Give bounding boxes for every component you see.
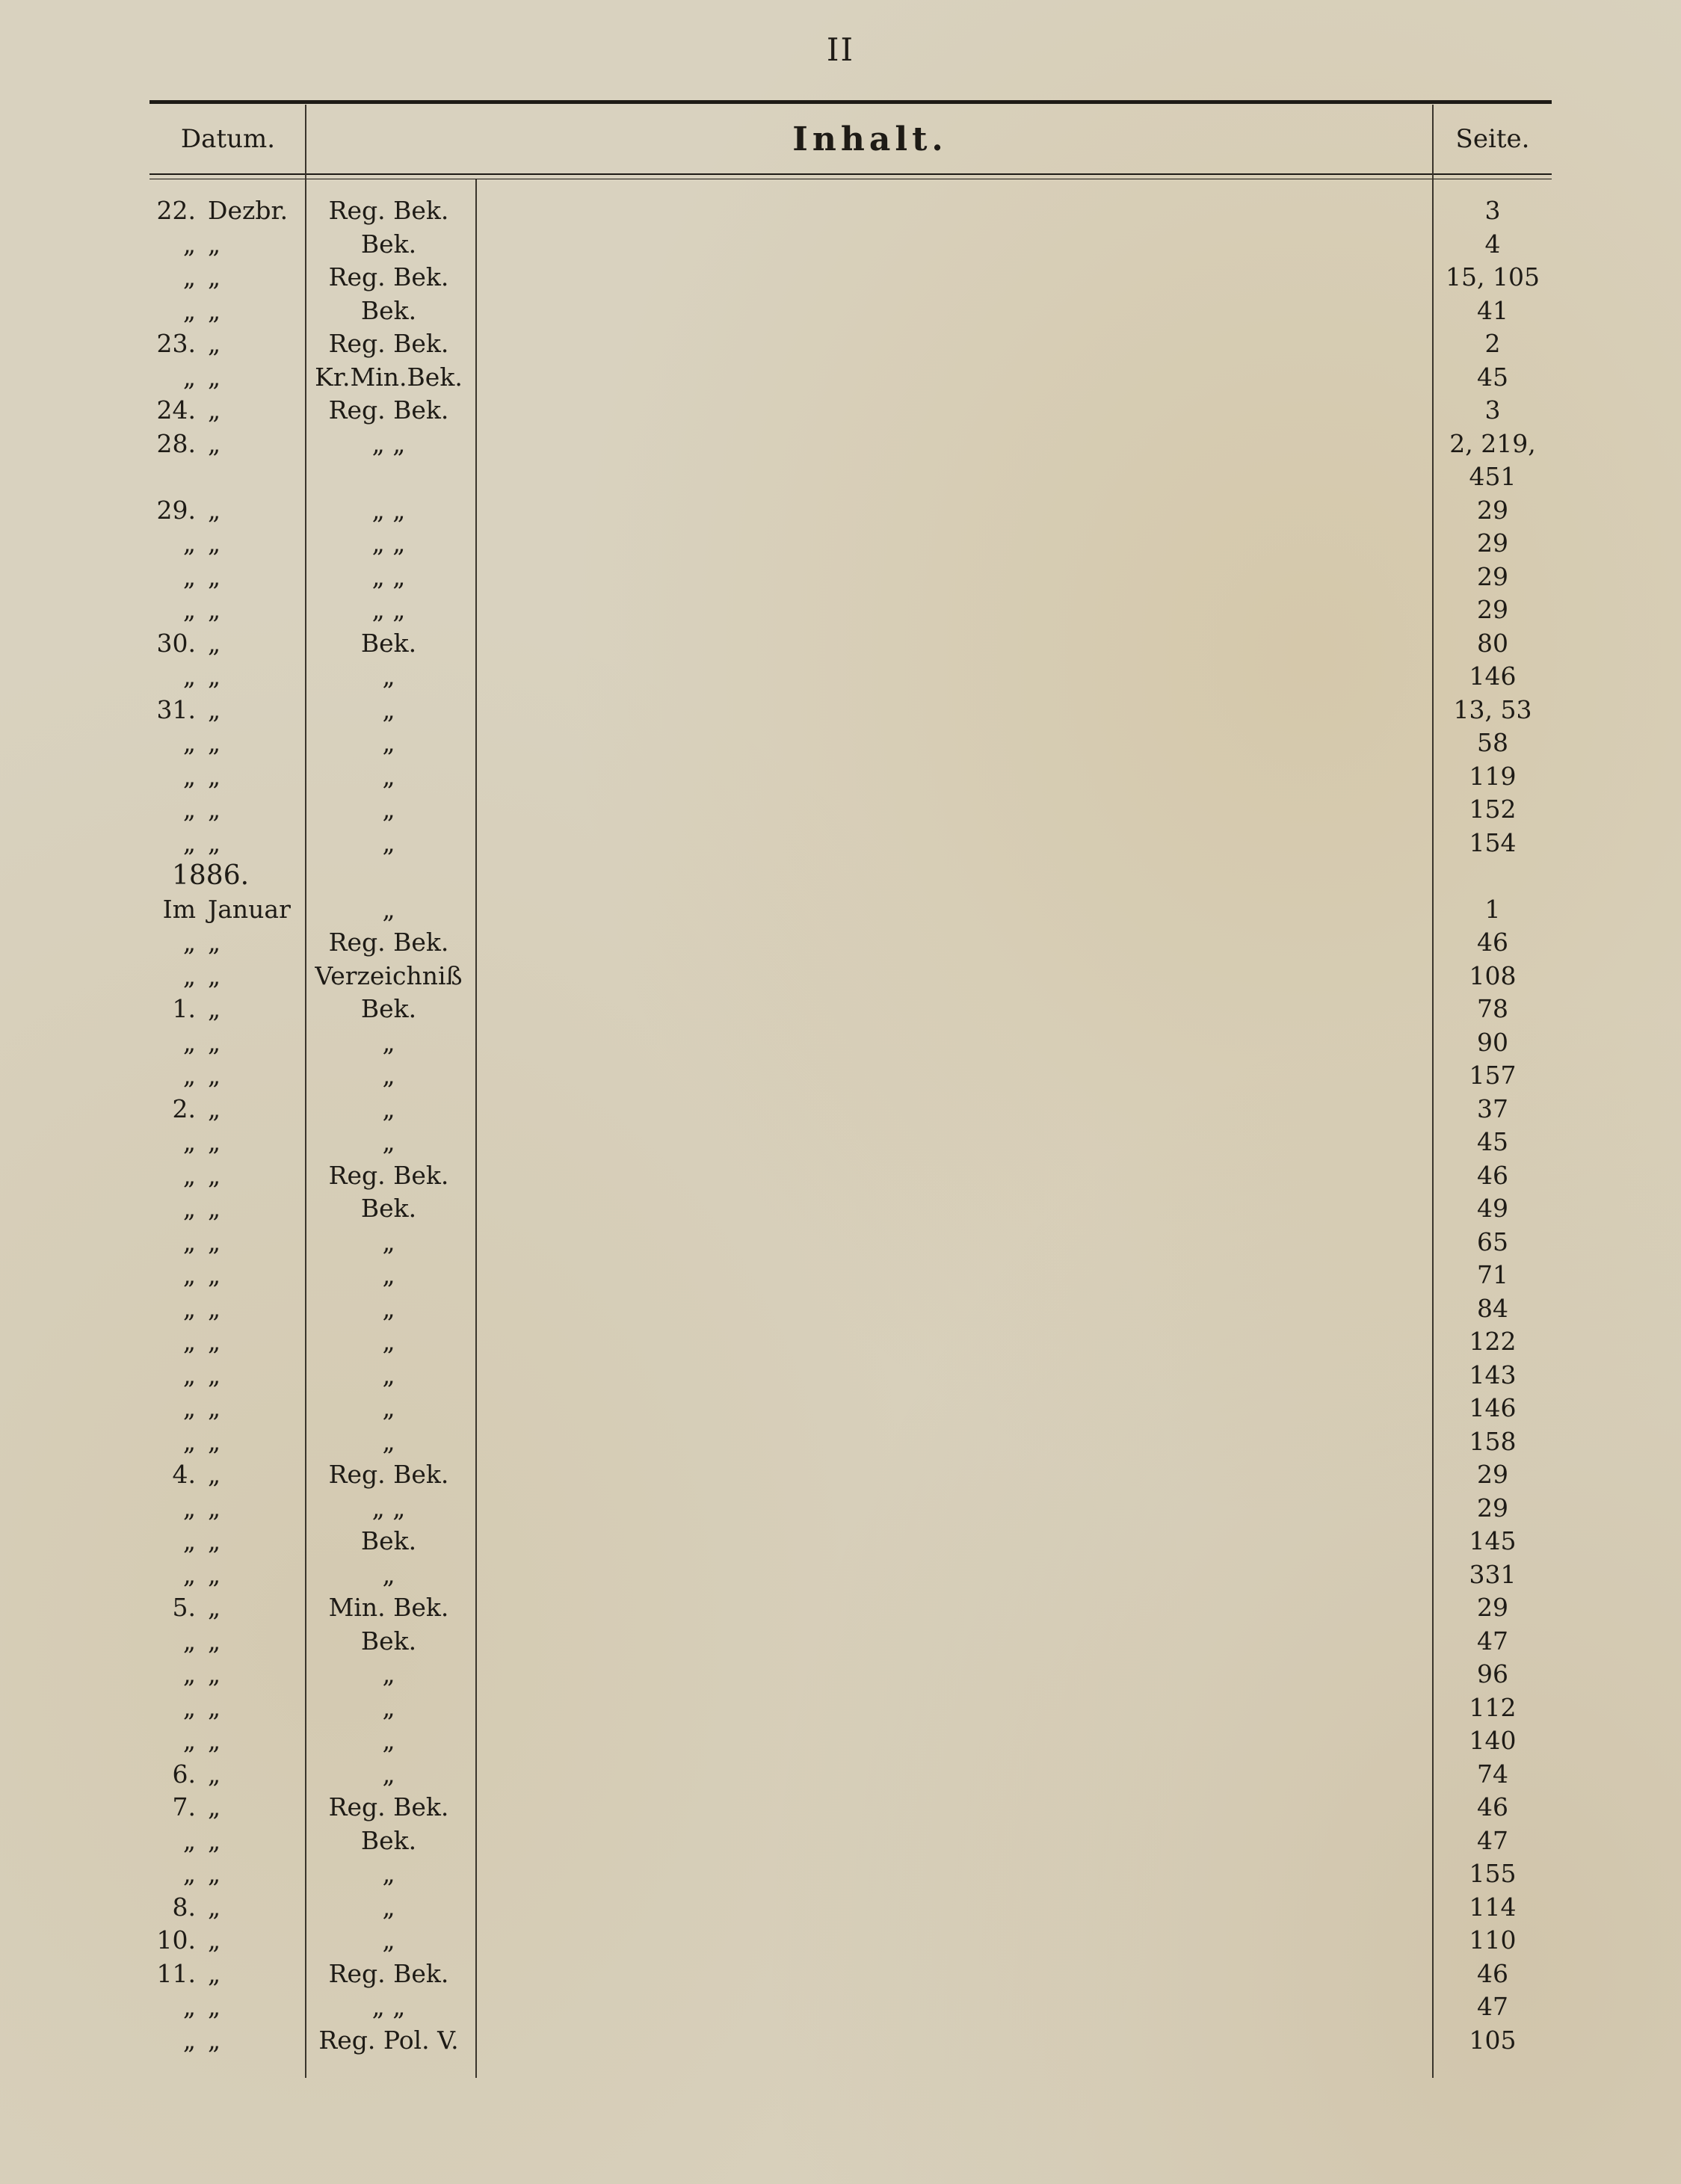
row-page: 71 — [1477, 1260, 1508, 1289]
table-row — [149, 827, 1552, 860]
table-row — [149, 793, 1552, 827]
date-day: „ — [182, 928, 196, 957]
row-source: „ — [382, 1393, 395, 1422]
row-page: 4 — [1484, 229, 1501, 259]
row-source: „ — [382, 1892, 395, 1922]
row-source: „ — [382, 1559, 395, 1589]
table-row — [149, 428, 1552, 461]
date-month: „ — [208, 1194, 221, 1223]
table-row — [149, 1658, 1552, 1691]
row-source: „ — [382, 1327, 395, 1356]
date-month: „ — [208, 229, 221, 259]
row-source: Reg. Bek. — [328, 395, 449, 425]
table-row — [149, 1891, 1552, 1925]
table-row — [149, 1325, 1552, 1359]
date-day: „ — [182, 761, 196, 791]
date-month: „ — [208, 1626, 221, 1656]
date-month: „ — [208, 1958, 221, 1988]
row-page: 47 — [1477, 1626, 1508, 1656]
row-page: 46 — [1477, 928, 1508, 957]
row-page: 78 — [1477, 994, 1508, 1023]
table-row — [149, 1159, 1552, 1193]
date-month: Januar — [208, 894, 291, 924]
row-page: 3 — [1484, 196, 1501, 225]
row-source: „ — [382, 661, 395, 691]
date-day: „ — [182, 1127, 196, 1156]
row-page: 108 — [1469, 960, 1517, 990]
table-row — [149, 1226, 1552, 1259]
table-row — [149, 194, 1552, 228]
row-page: 37 — [1477, 1093, 1508, 1123]
date-month: „ — [208, 561, 221, 591]
table-row — [149, 1758, 1552, 1792]
date-month: „ — [208, 761, 221, 791]
row-page: 41 — [1477, 295, 1508, 325]
date-month: „ — [208, 1493, 221, 1523]
date-day: 11. — [156, 1958, 196, 1988]
date-day: „ — [182, 795, 196, 824]
date-day: „ — [182, 1061, 196, 1090]
row-page: 157 — [1469, 1061, 1517, 1090]
date-month: „ — [208, 1526, 221, 1555]
date-month: „ — [208, 1327, 221, 1356]
row-page: 46 — [1477, 1792, 1508, 1821]
row-source: Bek. — [360, 1825, 417, 1855]
date-day: „ — [182, 229, 196, 259]
date-month: „ — [208, 1293, 221, 1323]
row-page: 46 — [1477, 1958, 1508, 1988]
table-row — [149, 1359, 1552, 1392]
row-source: „ — [382, 1726, 395, 1755]
date-month: „ — [208, 1892, 221, 1922]
row-page: 29 — [1477, 595, 1508, 624]
row-page: 46 — [1477, 1160, 1508, 1190]
row-page: 49 — [1477, 1194, 1508, 1223]
date-month: „ — [208, 262, 221, 291]
row-page: 158 — [1469, 1426, 1517, 1456]
table-row — [149, 1059, 1552, 1093]
row-source: Reg. Bek. — [328, 329, 449, 358]
row-page: 29 — [1477, 528, 1508, 558]
date-month: „ — [208, 1992, 221, 2021]
row-source: Bek. — [360, 628, 417, 658]
table-row — [149, 893, 1552, 927]
row-source: „ „ — [371, 561, 406, 591]
table-row — [149, 694, 1552, 727]
header-rule — [149, 173, 1552, 175]
row-source: Reg. Bek. — [328, 196, 449, 225]
row-source: Reg. Bek. — [328, 262, 449, 291]
date-day: 28. — [156, 428, 196, 458]
table-row — [149, 361, 1552, 395]
row-source: Reg. Bek. — [328, 928, 449, 957]
date-month: „ — [208, 694, 221, 724]
row-page: 105 — [1469, 2025, 1517, 2055]
row-source: Bek. — [360, 1526, 417, 1555]
date-day: „ — [182, 1559, 196, 1589]
row-source: Reg. Pol. V. — [318, 2025, 459, 2055]
row-source: „ „ — [371, 428, 406, 458]
table-row — [149, 1691, 1552, 1725]
date-month: „ — [208, 2025, 221, 2055]
date-month: „ — [208, 595, 221, 624]
date-day: „ — [182, 960, 196, 990]
date-month: „ — [208, 1227, 221, 1256]
date-day: „ — [182, 1194, 196, 1223]
table-row — [149, 1392, 1552, 1425]
date-day: „ — [182, 1992, 196, 2021]
date-month: „ — [208, 628, 221, 658]
date-month: „ — [208, 1127, 221, 1156]
date-day: „ — [182, 295, 196, 325]
row-source: „ — [382, 1293, 395, 1323]
table-row — [149, 527, 1552, 561]
date-month: „ — [208, 1659, 221, 1688]
top-rule — [149, 100, 1552, 104]
table-row — [149, 1958, 1552, 1991]
row-source: „ — [382, 1925, 395, 1955]
date-day: 4. — [172, 1460, 196, 1489]
row-page: 122 — [1469, 1327, 1517, 1356]
row-source: Reg. Bek. — [328, 1792, 449, 1821]
row-page: 451 — [1469, 462, 1517, 491]
date-day: „ — [182, 1327, 196, 1356]
row-page: 146 — [1469, 661, 1517, 691]
row-source: Bek. — [360, 295, 417, 325]
table-row — [149, 1625, 1552, 1659]
date-month: „ — [208, 928, 221, 957]
table-row — [149, 1425, 1552, 1459]
table-row — [149, 1093, 1552, 1126]
date-day: Im — [162, 894, 196, 924]
date-month: „ — [208, 1093, 221, 1123]
row-page: 29 — [1477, 1593, 1508, 1622]
row-source: „ — [382, 1859, 395, 1888]
date-month: „ — [208, 1593, 221, 1622]
date-month: „ — [208, 1726, 221, 1755]
table-row — [149, 327, 1552, 361]
row-source: „ — [382, 694, 395, 724]
date-day: „ — [182, 1659, 196, 1688]
date-day: „ — [182, 1227, 196, 1256]
table-row — [149, 1259, 1552, 1292]
index-table — [149, 194, 1552, 2057]
row-source: „ — [382, 1127, 395, 1156]
row-source: Reg. Bek. — [328, 1160, 449, 1190]
table-row — [149, 1724, 1552, 1758]
table-row — [149, 660, 1552, 694]
row-source: „ — [382, 1061, 395, 1090]
row-page: 29 — [1477, 495, 1508, 525]
row-source: „ „ — [371, 595, 406, 624]
row-page: 145 — [1469, 1526, 1517, 1555]
row-page: 140 — [1469, 1726, 1517, 1755]
date-day: „ — [182, 1493, 196, 1523]
date-month: „ — [208, 1260, 221, 1289]
row-page: 110 — [1469, 1925, 1517, 1955]
row-page: 47 — [1477, 1825, 1508, 1855]
row-page: 45 — [1477, 362, 1508, 392]
row-page: 1 — [1484, 894, 1501, 924]
date-month: Dezbr. — [208, 196, 289, 225]
date-month: „ — [208, 329, 221, 358]
date-month: „ — [208, 1061, 221, 1090]
row-page: 29 — [1477, 561, 1508, 591]
date-day: „ — [182, 1160, 196, 1190]
row-page: 143 — [1469, 1360, 1517, 1389]
row-page: 96 — [1477, 1659, 1508, 1688]
row-source: Min. Bek. — [328, 1593, 449, 1622]
row-source: „ — [382, 1360, 395, 1389]
row-source: „ — [382, 1692, 395, 1722]
date-month: „ — [208, 1559, 221, 1589]
date-month: „ — [208, 827, 221, 857]
date-day: „ — [182, 1260, 196, 1289]
date-day: 23. — [156, 329, 196, 358]
header-datum: Datum. — [180, 124, 276, 154]
date-day: „ — [182, 262, 196, 291]
date-day: „ — [182, 728, 196, 757]
table-row — [149, 1026, 1552, 1060]
table-row — [149, 760, 1552, 794]
date-month: „ — [208, 1759, 221, 1789]
row-source: „ — [382, 728, 395, 757]
table-row — [149, 1990, 1552, 2024]
year-label: 1886. — [172, 860, 250, 891]
row-source: „ — [382, 1027, 395, 1057]
date-month: „ — [208, 1825, 221, 1855]
date-month: „ — [208, 428, 221, 458]
table-row — [149, 627, 1552, 661]
date-day: 31. — [156, 694, 196, 724]
date-day: „ — [182, 561, 196, 591]
date-day: „ — [182, 2025, 196, 2055]
date-day: „ — [182, 1360, 196, 1389]
date-month: „ — [208, 1460, 221, 1489]
date-day: 7. — [172, 1792, 196, 1821]
row-source: „ — [382, 795, 395, 824]
row-page: 331 — [1469, 1559, 1517, 1589]
table-row — [149, 261, 1552, 294]
date-day: „ — [182, 595, 196, 624]
table-row — [149, 1591, 1552, 1625]
table-row — [149, 1292, 1552, 1326]
date-month: „ — [208, 1393, 221, 1422]
date-month: „ — [208, 795, 221, 824]
row-page: 112 — [1469, 1692, 1517, 1722]
date-day: „ — [182, 1859, 196, 1888]
date-day: „ — [182, 1426, 196, 1456]
date-day: „ — [182, 1393, 196, 1422]
table-row — [149, 1924, 1552, 1958]
row-page: 154 — [1469, 827, 1517, 857]
row-page: 155 — [1469, 1859, 1517, 1888]
date-month: „ — [208, 1360, 221, 1389]
row-source: „ — [382, 1659, 395, 1688]
table-row — [149, 561, 1552, 594]
row-source: Kr.Min.Bek. — [315, 362, 463, 392]
date-month: „ — [208, 1925, 221, 1955]
table-row — [149, 1492, 1552, 1526]
date-month: „ — [208, 495, 221, 525]
row-page: 74 — [1477, 1759, 1508, 1789]
table-row — [149, 960, 1552, 993]
table-row — [149, 1791, 1552, 1824]
header-seite: Seite. — [1455, 124, 1530, 154]
table-row — [149, 1857, 1552, 1891]
date-day: 22. — [156, 196, 196, 225]
date-day: 6. — [172, 1759, 196, 1789]
date-day: „ — [182, 1526, 196, 1555]
row-page: 119 — [1469, 761, 1517, 791]
date-day: 30. — [156, 628, 196, 658]
page-number: II — [826, 31, 855, 68]
date-day: „ — [182, 528, 196, 558]
date-day: 8. — [172, 1892, 196, 1922]
row-source: „ „ — [371, 495, 406, 525]
date-day: 2. — [172, 1093, 196, 1123]
row-page: 3 — [1484, 395, 1501, 425]
date-month: „ — [208, 395, 221, 425]
row-page: 114 — [1469, 1892, 1517, 1922]
date-month: „ — [208, 728, 221, 757]
row-source: „ — [382, 1426, 395, 1456]
date-day: „ — [182, 362, 196, 392]
row-source: „ „ — [371, 1992, 406, 2021]
row-source: „ — [382, 894, 395, 924]
date-month: „ — [208, 1692, 221, 1722]
date-month: „ — [208, 1859, 221, 1888]
row-source: „ — [382, 1260, 395, 1289]
date-month: „ — [208, 1027, 221, 1057]
row-source: Bek. — [360, 994, 417, 1023]
date-day: „ — [182, 1027, 196, 1057]
table-row — [149, 593, 1552, 627]
date-day: 24. — [156, 395, 196, 425]
table-row — [149, 1525, 1552, 1558]
row-source: Reg. Bek. — [328, 1958, 449, 1988]
date-day: 1. — [172, 994, 196, 1023]
date-month: „ — [208, 1160, 221, 1190]
header-inhalt: Inhalt. — [792, 120, 948, 158]
date-day: „ — [182, 661, 196, 691]
date-month: „ — [208, 362, 221, 392]
date-month: „ — [208, 295, 221, 325]
table-row — [149, 294, 1552, 328]
date-month: „ — [208, 528, 221, 558]
row-page: 152 — [1469, 795, 1517, 824]
date-day: 5. — [172, 1593, 196, 1622]
row-page: 29 — [1477, 1460, 1508, 1489]
table-row — [149, 1458, 1552, 1492]
table-row — [149, 727, 1552, 760]
date-day: „ — [182, 1626, 196, 1656]
row-source: Bek. — [360, 229, 417, 259]
date-day: „ — [182, 1692, 196, 1722]
row-page: 13, 53 — [1453, 694, 1532, 724]
row-source: Bek. — [360, 1626, 417, 1656]
table-row — [149, 394, 1552, 428]
row-source: „ — [382, 827, 395, 857]
table-header — [149, 105, 1552, 173]
date-day: „ — [182, 1293, 196, 1323]
date-day: 29. — [156, 495, 196, 525]
table-row — [149, 1192, 1552, 1226]
table-row — [149, 860, 1552, 893]
table-row — [149, 228, 1552, 262]
table-row — [149, 1126, 1552, 1159]
row-source: „ — [382, 761, 395, 791]
row-source: „ — [382, 1759, 395, 1789]
date-month: „ — [208, 1426, 221, 1456]
table-row — [149, 2024, 1552, 2058]
row-page: 58 — [1477, 728, 1508, 757]
row-source: „ — [382, 1093, 395, 1123]
date-day: „ — [182, 827, 196, 857]
row-source: „ „ — [371, 528, 406, 558]
date-month: „ — [208, 960, 221, 990]
date-month: „ — [208, 1792, 221, 1821]
row-page: 29 — [1477, 1493, 1508, 1523]
row-page: 80 — [1477, 628, 1508, 658]
row-page: 45 — [1477, 1127, 1508, 1156]
row-page: 2 — [1484, 329, 1501, 358]
date-month: „ — [208, 994, 221, 1023]
table-row — [149, 1558, 1552, 1592]
row-source: Bek. — [360, 1194, 417, 1223]
row-source: Reg. Bek. — [328, 1460, 449, 1489]
row-page: 47 — [1477, 1992, 1508, 2021]
date-month: „ — [208, 661, 221, 691]
table-row — [149, 993, 1552, 1026]
table-row — [149, 494, 1552, 528]
row-page: 146 — [1469, 1393, 1517, 1422]
date-day: „ — [182, 1726, 196, 1755]
date-day: „ — [182, 1825, 196, 1855]
row-page: 84 — [1477, 1293, 1508, 1323]
table-row — [149, 460, 1552, 494]
table-row — [149, 1824, 1552, 1858]
date-day: 10. — [156, 1925, 196, 1955]
table-row — [149, 926, 1552, 960]
row-page: 15, 105 — [1446, 262, 1540, 291]
row-source: „ „ — [371, 1493, 406, 1523]
row-page: 90 — [1477, 1027, 1508, 1057]
row-page: 65 — [1477, 1227, 1508, 1256]
row-page: 2, 219, — [1449, 428, 1536, 458]
row-source: Verzeichniß — [315, 960, 463, 990]
row-source: „ — [382, 1227, 395, 1256]
